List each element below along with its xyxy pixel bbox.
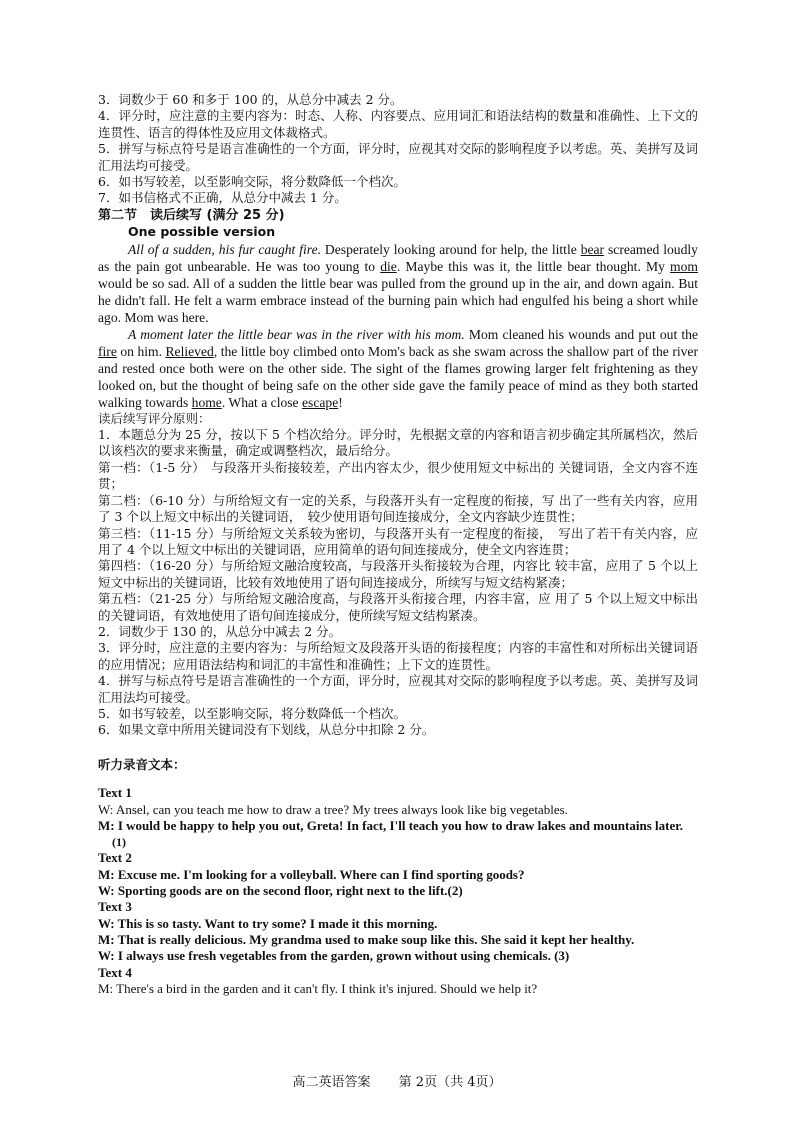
story-text: would be so sad. All of a sudden the little bear was pulled from the ground up in the air, and down again. But he didn't fall. He felt a warm embrace instead of the burning pain which had engulfed his being a short while ago. Mom was here. (98, 275, 698, 325)
keyword: fire (98, 343, 117, 359)
text-4-heading: Text 4 (98, 964, 132, 980)
rubric-item: 2．词数少于 130 的，从总分中减去 2 分。 (98, 623, 342, 639)
rule-5: 5．拼写与标点符号是语言准确性的一个方面，评分时，应视其对交际的影响程度予以考虑。英、美拼写及词汇用法均可接受。 (98, 141, 698, 173)
dialogue-line: W: I always use fresh vegetables from the garden, grown without using chemicals. (3) (98, 948, 570, 964)
dialogue-line: W: Ansel, can you teach me how to draw a tree? My trees always look like big vegetables. (98, 801, 568, 817)
question-number: (1) (112, 835, 126, 850)
text-2-heading: Text 2 (98, 850, 132, 866)
keyword: Relieved (165, 343, 214, 359)
rubric-item: 5．如书写较差，以至影响交际，将分数降低一个档次。 (98, 705, 406, 721)
rule-4: 4．评分时，应注意的主要内容为：时态、人称、内容要点、应用词汇和语法结构的数量和准确性、上下文的连贯性、语言的得体性及应用文体裁格式。 (98, 108, 698, 140)
story-text: Desperately looking around for help, the little (321, 241, 581, 257)
rubric (98, 411, 698, 739)
dialogue-line: M: That is really delicious. My grandma used to make soup like this. She said it kept her healthy. (98, 931, 635, 947)
story-text: ! (338, 394, 343, 410)
listening-script (98, 757, 698, 997)
story-text: screamed loudly as the pain got unbearable. He was too young to (98, 241, 698, 274)
rule-3: 3．词数少于 60 和多于 100 的，从总分中减去 2 分。 (98, 92, 403, 107)
story-text: , the little boy climbed onto Mom's back as she swam across the shallow part of the river and rested once both were on the other side. The sight of the flames growing larger felt frightening as they looked on, but the thought of being safe on the other side gave the family peace of mind as they both started walking towards (98, 343, 698, 410)
keyword: bear (580, 241, 605, 257)
listening-title: 听力录音文本： (98, 756, 186, 772)
keyword: mom (670, 258, 698, 274)
rubric-item: 6．如果文章中所用关键词没有下划线，从总分中扣除 2 分。 (98, 722, 435, 738)
dialogue-line: M: I would be happy to help you out, Greta! In fact, I'll teach you how to draw lakes and mountains later. (98, 817, 684, 833)
story-paragraph-2 (98, 326, 698, 411)
rule-7: 7．如书信格式不正确，从总分中减去 1 分。 (98, 190, 347, 206)
section-title: 第二节 读后续写 (满分 25 分) (98, 207, 285, 223)
story-p2-lead: A moment later the little bear was in the river with his mom. (128, 326, 465, 342)
rubric-item: 3．评分时，应注意的主要内容为：与所给短文及段落开头语的衔接程度；内容的丰富性和对所标出关键词语的应用情况；应用语法结构和词汇的丰富性和准确性；上下文的连贯性。 (98, 640, 698, 672)
dialogue-line: M: There's a bird in the garden and it can't fly. I think it's injured. Should we help it? (98, 980, 538, 996)
marking-rules-part1 (98, 92, 698, 207)
rubric-item: 第三档：（11-15 分）与所给短文关系较为密切，与段落开头有一定程度的衔接， 写出了若干有关内容，应用了 4 个以上短文中标出的关键词语，应用简单的语句间连接成分，使全文内容连贯； (98, 525, 698, 557)
rubric-item: 4．拼写与标点符号是语言准确性的一个方面，评分时，应视其对交际的影响程度予以考虑。英、美拼写及词汇用法均可接受。 (98, 673, 698, 705)
one-possible-version-label: One possible version (128, 224, 276, 240)
story-text: . What a close (221, 394, 302, 410)
text-1-heading: Text 1 (98, 785, 132, 801)
rubric-item: 第一档：（1-5 分） 与段落开头衔接较差，产出内容太少，很少使用短文中标出的 关键词语，全文内容不连贯； (98, 459, 698, 492)
dialogue-line: W: Sporting goods are on the second floor, right next to the lift.(2) (98, 883, 463, 899)
rubric-title: 读后续写评分原则： (98, 410, 211, 426)
story-paragraph-1 (98, 241, 698, 326)
rule-6: 6．如书写较差，以至影响交际，将分数降低一个档次。 (98, 174, 406, 190)
text-3-heading: Text 3 (98, 899, 132, 915)
rubric-item: 第二档：（6-10 分）与所给短文有一定的关系，与段落开头有一定程度的衔接，写 出了一些有关内容，应用了 3 个以上短文中标出的关键词语， 较少使用语句间连接成分，全文内容缺少连贯性； (98, 492, 698, 525)
rubric-item: 第五档：（21-25 分）与所给短文融洽度高，与段落开头衔接合理，内容丰富，应 用了 5 个以上短文中标出的关键词语，有效地使用了语句间连接成分，使所续写短文结构紧凑。 (98, 591, 698, 623)
footer-page-number: 第 2页（共 4页） (398, 1075, 502, 1090)
dialogue-line: W: This is so tasty. Want to try some? I made it this morning. (98, 915, 438, 931)
page-footer (0, 1071, 794, 1090)
story-text: on him. (116, 343, 166, 359)
story-text: . Maybe this was it, the little bear thought. My (396, 258, 671, 274)
page-content (98, 92, 698, 997)
rubric-item: 第四档：（16-20 分）与所给短文融洽度较高，与段落开头衔接较为合理，内容比 较丰富，应用了 5 个以上短文中标出的关键词语，比较有效地使用了语句间连接成分，所续写与短文结构紧凑； (98, 558, 698, 590)
story-p1-lead: All of a sudden, his fur caught fire. (128, 241, 322, 257)
keyword: home (191, 394, 222, 410)
dialogue-line: M: Excuse me. I'm looking for a volleyball. Where can I find sporting goods? (98, 866, 525, 882)
keyword: die (380, 258, 397, 274)
story-text: Mom cleaned his wounds and put out the (464, 326, 698, 342)
rubric-item: 1．本题总分为 25 分，按以下 5 个档次给分。评分时，先根据文章的内容和语言初步确定其所属档次，然后以该档次的要求来衡量，确定或调整档次，最后给分。 (98, 427, 698, 459)
keyword: escape (302, 394, 339, 410)
footer-subject: 高二英语答案 (292, 1075, 371, 1090)
